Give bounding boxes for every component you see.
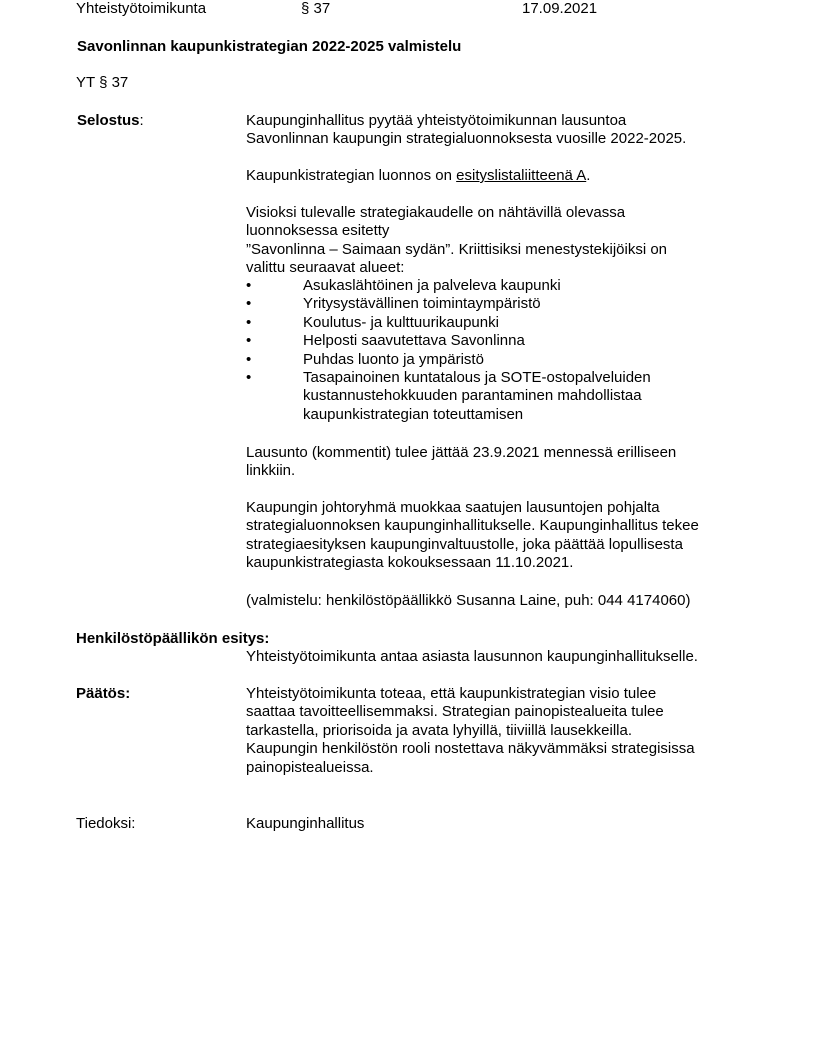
attachment-link[interactable]: esityslistaliitteenä A [456,167,587,184]
list-item: • Koulutus- ja kulttuurikaupunki [246,313,499,331]
list-item: • Puhdas luonto ja ympäristö [246,350,484,368]
list-item: • Asukaslähtöinen ja palveleva kaupunki [246,277,561,294]
list-item: • Helposti saavutettava Savonlinna [246,332,525,350]
tiedoksi-value: Kaupunginhallitus [246,815,365,832]
bullet-icon: • [246,313,252,331]
paatos-text: Yhteistyötoimikunta toteaa, että kaupunkistrategian visio tulee saattaa tavoitteellisemmaksi. Strategian painopistealueita tulee tarkastella, priorisoida ja avata lyhyillä, tiiviillä lausekkeilla. Kaupungin henkilöstön rooli nostettava näkyvämmäksi strategisissa painopistealueissa. [246,685,695,776]
selostus-paragraph-4: Lausunto (kommentit) tulee jättää 23.9.2021 mennessä erilliseen linkkiin. [246,444,677,480]
header-date: 17.09.2021 [522,0,598,17]
bullet-icon: • [246,350,252,368]
selostus-paragraph-1: Kaupunginhallitus pyytää yhteistyötoimikunnan lausuntoa Savonlinnan kaupungin strategialuonnoksesta vuosille 2022-2025. [246,112,687,148]
section-reference: YT § 37 [76,74,129,91]
bullet-icon: • [246,295,252,313]
header-committee: Yhteistyötoimikunta [76,0,207,17]
preparer-note: (valmistelu: henkilöstöpäällikkö Susanna Laine, puh: 044 4174060) [246,592,691,609]
header-section: § 37 [301,0,331,17]
paatos-label: Päätös: [76,685,131,702]
document-title: Savonlinnan kaupunkistrategian 2022-2025 valmistelu [77,38,462,55]
list-item: • Yritysystävällinen toimintaympäristö [246,295,541,313]
bullet-icon: • [246,332,252,350]
selostus-label: Selostus: [77,112,144,129]
bullet-icon: • [246,368,252,386]
selostus-paragraph-5: Kaupungin johtoryhmä muokkaa saatujen lausuntojen pohjalta strategialuonnoksen kaupunginhallitukselle. Kaupunginhallitus tekee strategiaesityksen kaupunginvaltuustolle, joka päättää lopullisesta kaupunkistrategiasta kokouksessaan 11.10.2021. [246,499,699,572]
selostus-paragraph-2: Kaupunkistrategian luonnos on esityslistaliitteenä A. [246,167,591,184]
bullet-icon: • [246,277,252,294]
esitys-label: Henkilöstöpäällikön esitys: [76,630,270,647]
selostus-paragraph-3: Visioksi tulevalle strategiakaudelle on nähtävillä olevassa luonnoksessa esitetty ”Savonlinna – Saimaan sydän”. Kriittisiksi menestystekijöiksi on valittu seuraavat alueet: [246,204,668,277]
tiedoksi-label: Tiedoksi: [76,815,136,832]
success-factors-list [246,277,726,424]
esitys-text: Yhteistyötoimikunta antaa asiasta lausunnon kaupunginhallitukselle. [246,648,698,665]
list-item: • Tasapainoinen kuntatalous ja SOTE-ostopalveluiden kustannustehokkuuden parantaminen mahdollistaa kaupunkistrategian toteuttamisen [246,368,651,423]
